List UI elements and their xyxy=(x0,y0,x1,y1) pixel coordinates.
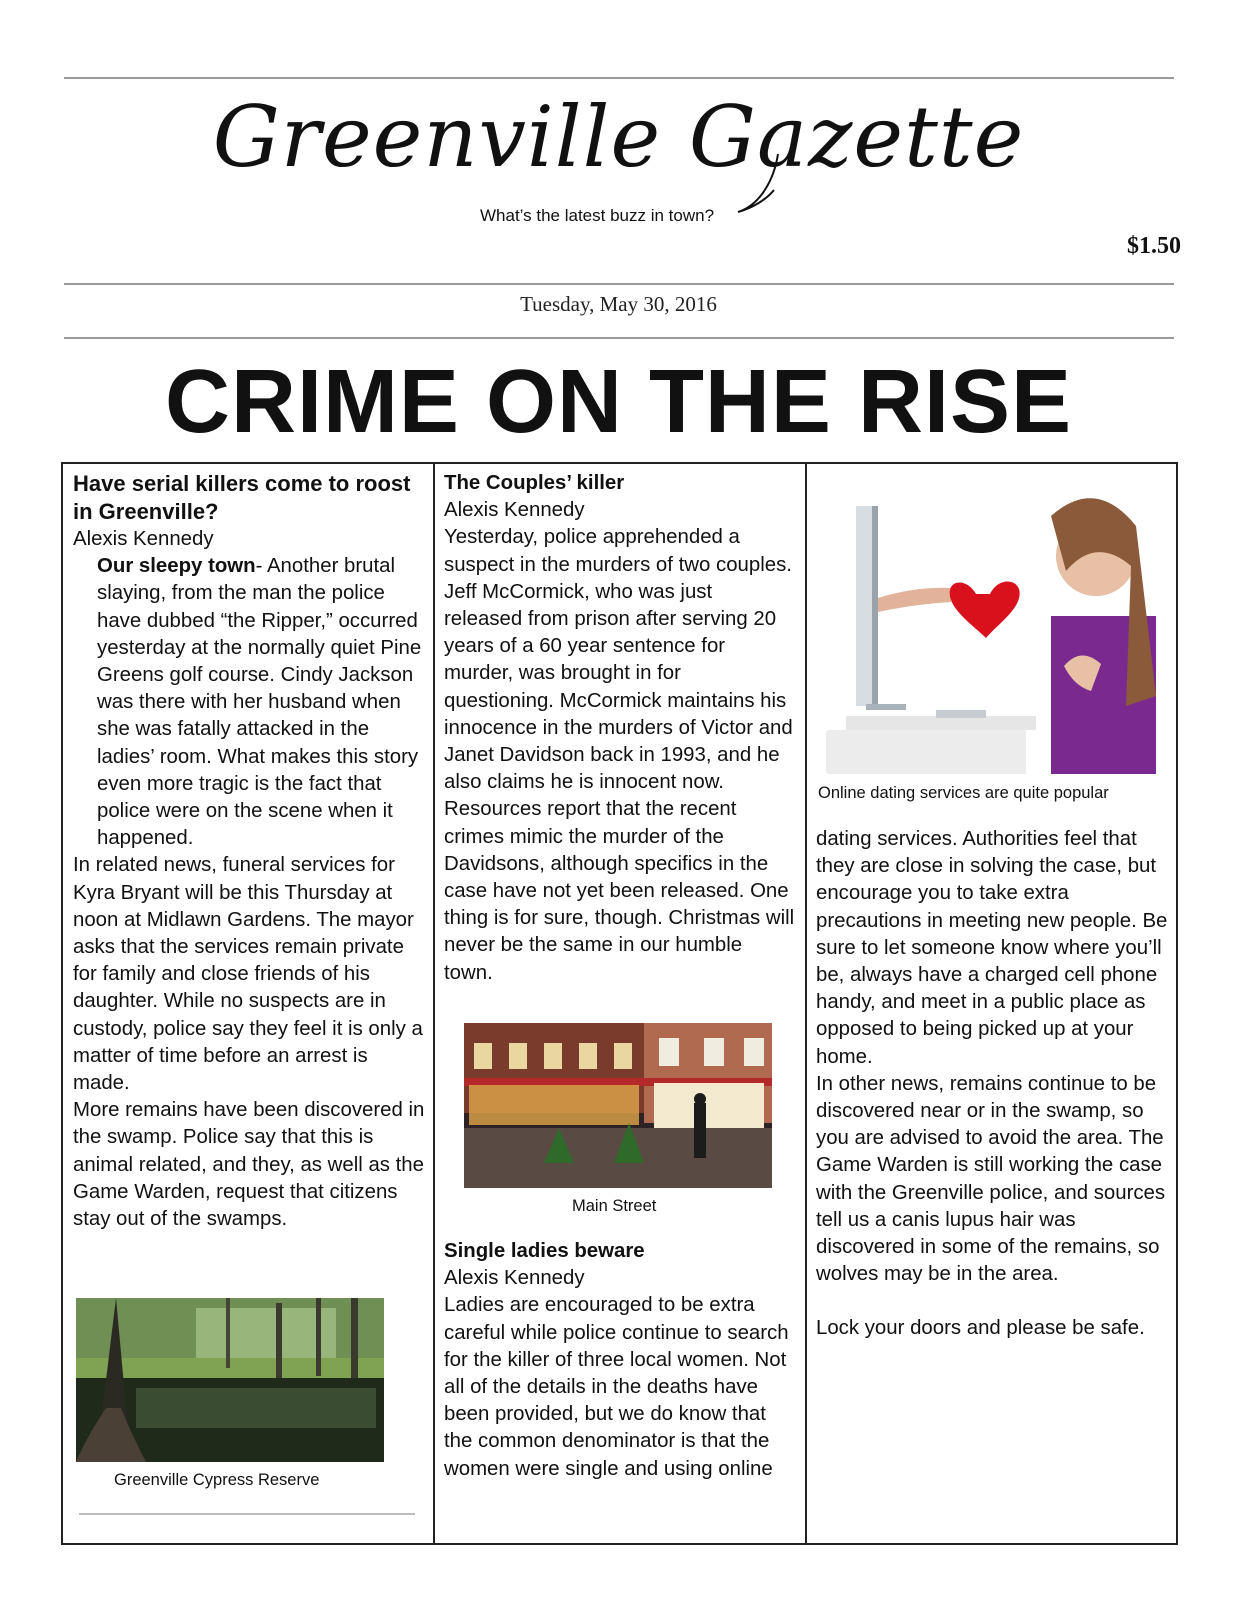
article-paragraph: Yesterday, police apprehended a suspect in the murders of two couples. Jeff McCormick, who was just released from prison after serving 20 years of a 60 year sentence for murder, was brought in for questioning. McCormick maintains his innocence in the murders of Victor and Janet Davidson back in 1993, and he also claims he is innocent now. Resources report that the recent crimes mimic the murder of the Davidsons, although specifics in the case have not yet been released. One thing is for sure, though. Christmas will never be the same in our humble town. xyxy=(444,526,795,984)
article-paragraph: In other news, remains continue to be discovered near or in the swamp, so you are advised to avoid the area. The Game Warden is still working the case with the Greenville police, and sources tell us a canis lupus hair was discovered in some of the remains, so wolves may be in the area. xyxy=(816,1072,1166,1286)
article-paragraph: In related news, funeral services for Kyra Bryant will be this Thursday at noon at Midlawn Gardens. The mayor asks that the services remain private for family and close friends of his daughter. While no suspects are in custody, police say they feel it is only a matter of time before an arrest is made. xyxy=(73,854,423,1095)
caption-rule xyxy=(79,1513,415,1515)
photo-caption: Greenville Cypress Reserve xyxy=(114,1471,320,1489)
date-bottom-rule xyxy=(64,337,1174,339)
article-closing: Lock your doors and please be safe. xyxy=(816,1317,1145,1340)
article-paragraph: dating services. Authorities feel that they are close in solving the case, but encourage you to take extra precautions in meeting new people. Be sure to let someone know where you’ll be, always have a charged cell phone handy, and meet in a public place as opposed to being picked up at your home. xyxy=(816,828,1168,1068)
article-serial-killers xyxy=(73,470,425,1233)
article-paragraph: More remains have been discovered in the swamp. Police say that this is animal related, and they, as well as the Game Warden, request that citizens stay out of the swamps. xyxy=(73,1099,425,1231)
date-top-rule xyxy=(64,283,1174,285)
main-headline: CRIME ON THE RISE xyxy=(164,352,1073,452)
article-single-ladies xyxy=(444,1238,796,1483)
newspaper-title: Greenville Gazette xyxy=(212,88,1025,186)
article-title: The Couples’ killer xyxy=(444,472,625,494)
article-title: Have serial killers come to roost in Greenville? xyxy=(73,471,411,524)
article-author: Alexis Kennedy xyxy=(73,528,214,550)
article-single-ladies-continued xyxy=(816,826,1168,1343)
column-divider xyxy=(433,462,435,1545)
main-street-photo xyxy=(464,1023,772,1188)
online-dating-photo xyxy=(826,476,1156,774)
price: $1.50 xyxy=(1127,233,1181,259)
photo-caption: Main Street xyxy=(572,1197,657,1215)
article-title: Single ladies beware xyxy=(444,1240,645,1262)
column-divider xyxy=(805,462,807,1545)
article-paragraph xyxy=(73,553,425,852)
article-paragraph: Ladies are encouraged to be extra careful while police continue to search for the killer of three local women. Not all of the details in the deaths have been provided, but we do know that the common denominator is that the women were single and using online xyxy=(444,1294,789,1480)
paragraph-spacer xyxy=(816,1288,1168,1315)
issue-date: Tuesday, May 30, 2016 xyxy=(520,292,717,316)
article-author: Alexis Kennedy xyxy=(444,499,585,522)
swamp-photo xyxy=(76,1298,384,1462)
title-swash-decoration xyxy=(730,150,790,220)
lead-in: Our sleepy town xyxy=(97,555,256,578)
article-couples-killer xyxy=(444,470,796,987)
tagline: What’s the latest buzz in town? xyxy=(480,206,715,225)
article-author: Alexis Kennedy xyxy=(444,1267,585,1290)
photo-caption: Online dating services are quite popular xyxy=(818,784,1109,802)
paragraph-text: - Another brutal slaying, from the man the police have dubbed “the Ripper,” occurred yesterday at the normally quiet Pine Greens golf course. Cindy Jackson was there with her husband when she was fatally attacked in the ladies’ room. What makes this story even more tragic is the fact that police were on the scene when it happened. xyxy=(97,555,422,850)
top-rule xyxy=(64,77,1174,79)
